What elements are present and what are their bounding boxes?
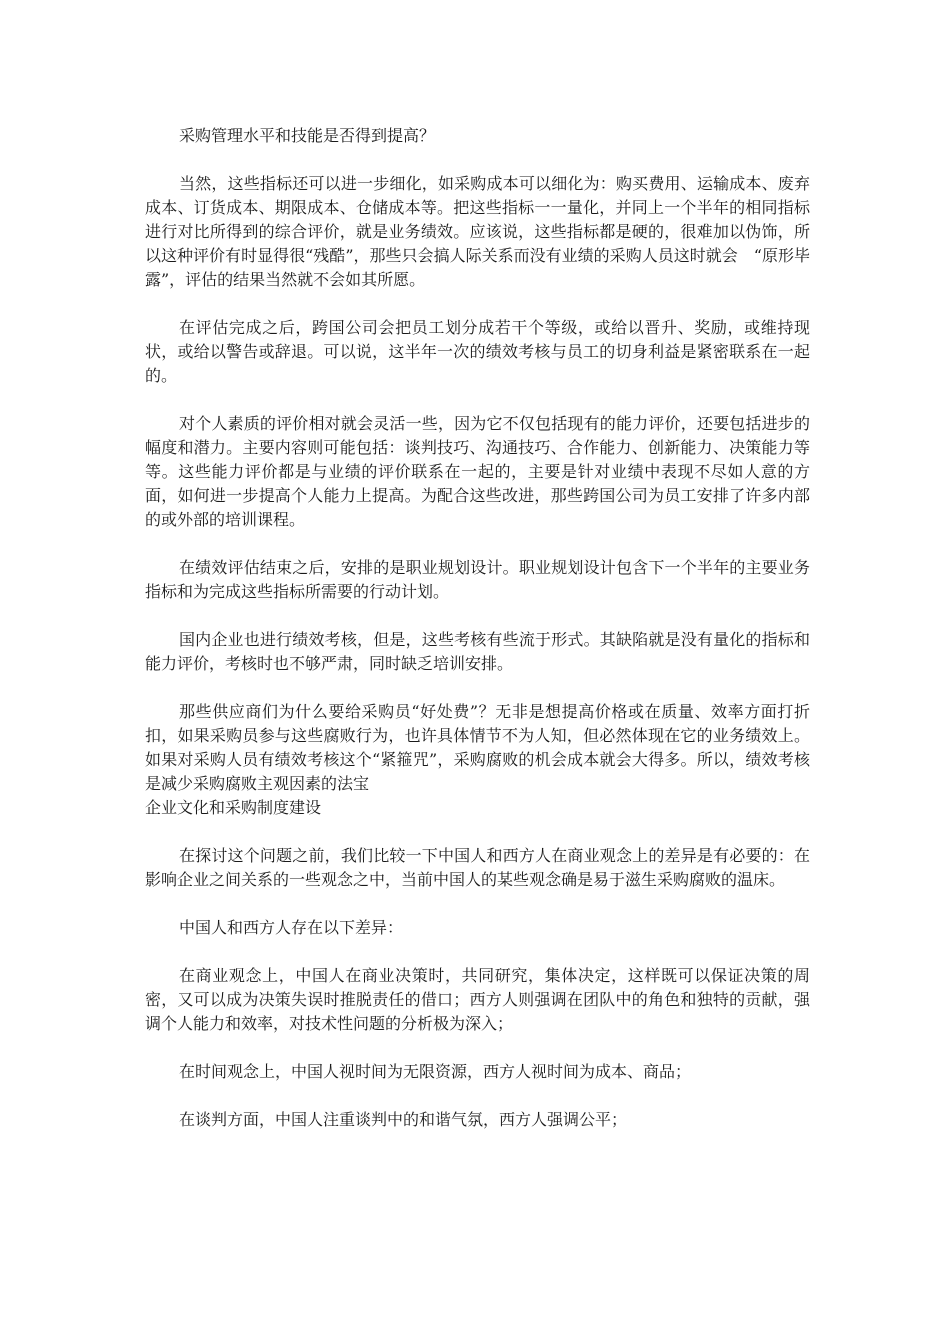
paragraph: 采购管理水平和技能是否得到提高？ (179, 126, 436, 145)
paragraph: 在探讨这个问题之前，我们比较一下中国人和西方人在商业观念上的差异是有必要的：在影响企业之间关系的一些观念之中，当前中国人的某些观念确是易于滋生采购腐败的温床。 (145, 846, 810, 889)
paragraph: 在商业观念上，中国人在商业决策时，共同研究，集体决定，这样既可以保证决策的周密，又可以成为决策失误时推脱责任的借口；西方人则强调在团队中的角色和独特的贡献，强调个人能力和效率，对技术性问题的分析极为深入； (145, 966, 810, 1033)
paragraph: 国内企业也进行绩效考核，但是，这些考核有些流于形式。其缺陷就是没有量化的指标和能力评价，考核时也不够严肃，同时缺乏培训安排。 (145, 630, 810, 673)
paragraph: 对个人素质的评价相对就会灵活一些，因为它不仅包括现有的能力评价，还要包括进步的幅度和潜力。主要内容则可能包括：谈判技巧、沟通技巧、合作能力、创新能力、决策能力等等。这些能力评价都是与业绩的评价联系在一起的，主要是针对业绩中表现不尽如人意的方面，如何进一步提高个人能力上提高。为配合这些改进，那些跨国公司为员工安排了许多内部的或外部的培训课程。 (145, 414, 810, 529)
section-heading: 企业文化和采购制度建设 (145, 798, 322, 817)
paragraph: 那些供应商们为什么要给采购员“好处费”？无非是想提高价格或在质量、效率方面打折扣，如果采购员参与这些腐败行为，也许具体情节不为人知，但必然体现在它的业务绩效上。如果对采购人员有绩效考核这个“紧箍咒”，采购腐败的机会成本就会大得多。所以，绩效考核是减少采购腐败主观因素的法宝 (145, 702, 810, 793)
paragraph: 中国人和西方人存在以下差异： (179, 918, 404, 937)
paragraph: 在绩效评估结束之后，安排的是职业规划设计。职业规划设计包含下一个半年的主要业务指标和为完成这些指标所需要的行动计划。 (145, 558, 810, 601)
paragraph: 在时间观念上，中国人视时间为无限资源，西方人视时间为成本、商品； (179, 1062, 692, 1081)
document-page (145, 124, 810, 1156)
paragraph: 在评估完成之后，跨国公司会把员工划分成若干个等级，或给以晋升、奖励，或维持现状，或给以警告或辞退。可以说，这半年一次的绩效考核与员工的切身利益是紧密联系在一起的。 (145, 318, 810, 385)
paragraph: 当然，这些指标还可以进一步细化，如采购成本可以细化为：购买费用、运输成本、废弃成本、订货成本、期限成本、仓储成本等。把这些指标一一量化，并同上一个半年的相同指标进行对比所得到的综合评价，就是业务绩效。应该说，这些指标都是硬的，很难加以伪饰，所以这种评价有时显得很“残酷”，那些只会搞人际关系而没有业绩的采购人员这时就会 “原形毕露”，评估的结果当然就不会如其所愿。 (145, 174, 810, 289)
paragraph: 在谈判方面，中国人注重谈判中的和谐气氛，西方人强调公平； (179, 1110, 628, 1129)
